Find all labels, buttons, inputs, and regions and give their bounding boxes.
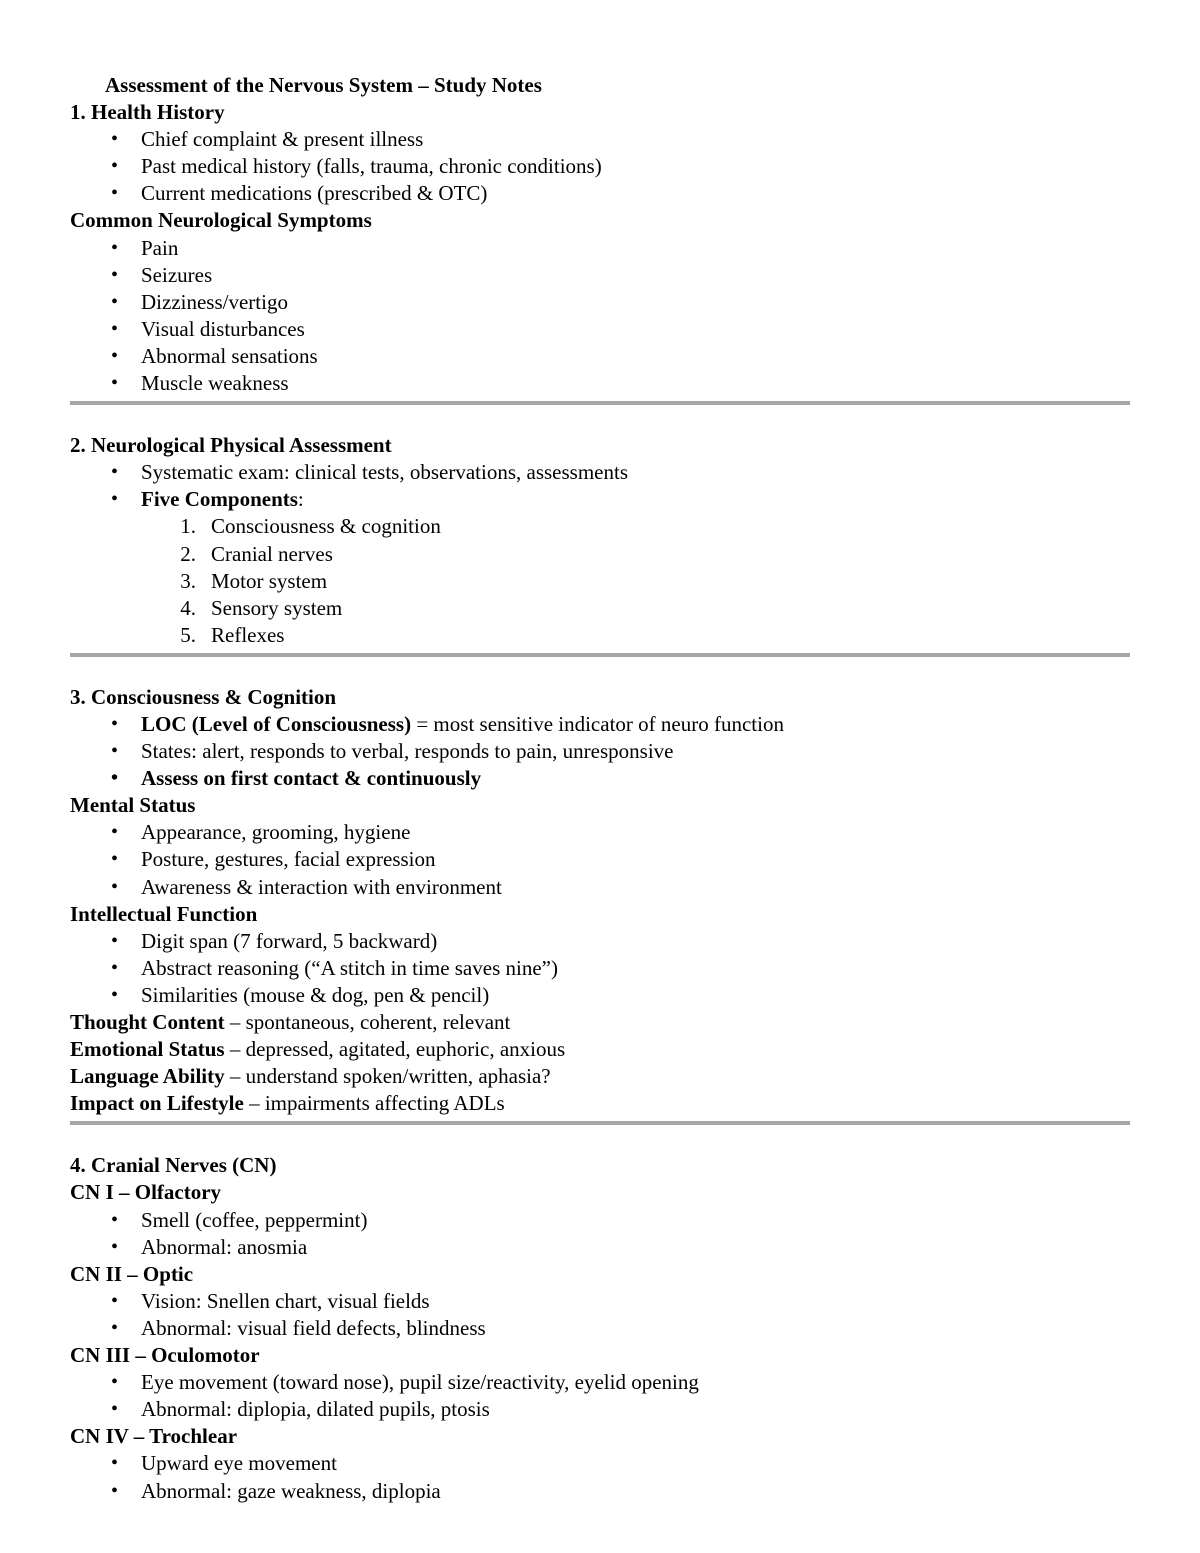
list-item: • Muscle weakness <box>70 370 1130 397</box>
item-number: 2. <box>180 541 196 566</box>
section-heading-physical-assessment: 2. Neurological Physical Assessment <box>70 433 392 458</box>
list-item: • Eye movement (toward nose), pupil size/reactivity, eyelid opening <box>70 1369 1130 1396</box>
list-item: • Dizziness/vertigo <box>70 289 1130 316</box>
five-components-label: Five Components <box>141 487 298 512</box>
loc-label: LOC (Level of Consciousness) <box>141 711 412 736</box>
item-text: Reflexes <box>211 622 285 647</box>
item-text: Consciousness & cognition <box>211 514 441 539</box>
line-label: Language Ability <box>70 1064 225 1089</box>
list-item: • Upward eye movement <box>70 1450 1130 1477</box>
page-title: Assessment of the Nervous System – Study Notes <box>105 73 542 97</box>
section-divider <box>70 401 1130 405</box>
line-text: – spontaneous, coherent, relevant <box>224 1010 511 1034</box>
nerve-heading: CN IV – Trochlear <box>70 1424 238 1449</box>
numbered-item <box>70 568 1130 595</box>
section-heading-consciousness: 3. Consciousness & Cognition <box>70 684 337 709</box>
line-label: Emotional Status <box>70 1037 225 1062</box>
list-item: • Abstract reasoning (“A stitch in time saves nine”) <box>70 955 1130 982</box>
section-divider <box>70 653 1130 657</box>
labeled-line <box>70 1009 1130 1036</box>
line-text: – impairments affecting ADLs <box>243 1091 505 1116</box>
item-number: 3. <box>180 568 196 593</box>
item-number: 4. <box>180 595 196 620</box>
numbered-item <box>70 622 1130 649</box>
list-item: • Abnormal: gaze weakness, diplopia <box>70 1478 1130 1505</box>
list-item: • Similarities (mouse & dog, pen & pencil) <box>70 982 1130 1009</box>
section-divider <box>70 1121 1130 1125</box>
line-label: Thought Content <box>70 1010 225 1034</box>
item-number: 5. <box>180 622 196 647</box>
item-text: Sensory system <box>211 595 343 620</box>
list-item: • Current medications (prescribed & OTC) <box>70 180 1130 207</box>
list-item-five-components <box>70 486 1130 513</box>
line-label: Impact on Lifestyle <box>70 1091 244 1116</box>
subheading-intellectual-function: Intellectual Function <box>70 901 258 926</box>
loc-description: = most sensitive indicator of neuro function <box>411 711 784 736</box>
item-text: Motor system <box>211 568 328 593</box>
list-item: • Smell (coffee, peppermint) <box>70 1207 1130 1234</box>
list-item: • States: alert, responds to verbal, responds to pain, unresponsive <box>70 738 1130 765</box>
list-item: • Seizures <box>70 262 1130 289</box>
line-text: – understand spoken/written, aphasia? <box>224 1064 551 1089</box>
section-heading-health-history: 1. Health History <box>70 100 225 125</box>
labeled-line <box>70 1090 1130 1117</box>
subheading-common-symptoms: Common Neurological Symptoms <box>70 208 372 233</box>
list-item: • Abnormal: visual field defects, blindness <box>70 1315 1130 1342</box>
list-item-loc <box>70 711 1130 738</box>
list-item: • Visual disturbances <box>70 316 1130 343</box>
line-text: – depressed, agitated, euphoric, anxious <box>224 1037 566 1062</box>
labeled-line <box>70 1036 1130 1063</box>
nerve-heading: CN I – Olfactory <box>70 1180 222 1205</box>
labeled-line <box>70 1063 1130 1090</box>
list-item: • Appearance, grooming, hygiene <box>70 819 1130 846</box>
list-item: • Digit span (7 forward, 5 backward) <box>70 928 1130 955</box>
item-text: Cranial nerves <box>211 541 333 566</box>
five-components-colon: : <box>297 487 304 512</box>
item-number: 1. <box>180 514 196 539</box>
numbered-item <box>70 513 1130 540</box>
list-item: • Chief complaint & present illness <box>70 126 1130 153</box>
numbered-item <box>70 541 1130 568</box>
list-item: • Pain <box>70 235 1130 262</box>
list-item: • Posture, gestures, facial expression <box>70 846 1130 873</box>
list-item: • Abnormal: anosmia <box>70 1234 1130 1261</box>
list-item: • Systematic exam: clinical tests, observations, assessments <box>70 459 1130 486</box>
subheading-mental-status: Mental Status <box>70 793 196 818</box>
list-item: • Awareness & interaction with environment <box>70 874 1130 901</box>
document-page <box>70 72 1130 1505</box>
list-item: • Assess on first contact & continuously <box>70 765 1130 792</box>
list-item: • Past medical history (falls, trauma, chronic conditions) <box>70 153 1130 180</box>
list-item: • Abnormal: diplopia, dilated pupils, ptosis <box>70 1396 1130 1423</box>
numbered-item <box>70 595 1130 622</box>
nerve-heading: CN II – Optic <box>70 1261 194 1286</box>
list-item: • Abnormal sensations <box>70 343 1130 370</box>
list-item: • Vision: Snellen chart, visual fields <box>70 1288 1130 1315</box>
section-heading-cranial-nerves: 4. Cranial Nerves (CN) <box>70 1153 277 1178</box>
nerve-heading: CN III – Oculomotor <box>70 1343 260 1368</box>
